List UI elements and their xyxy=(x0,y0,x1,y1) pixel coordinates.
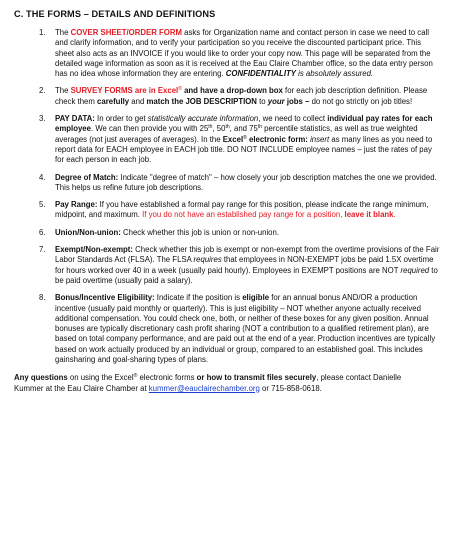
text-run: . xyxy=(393,210,396,220)
list-item xyxy=(14,114,451,165)
text-run: th xyxy=(225,124,230,131)
item-number: 6. xyxy=(39,227,46,237)
text-run: match the JOB DESCRIPTION xyxy=(146,96,257,106)
item-number: 3. xyxy=(39,114,46,124)
text-run: is absolutely assured. xyxy=(295,69,374,79)
text-run: Bonus/Incentive Eligibility: xyxy=(55,293,155,303)
text-run: ® xyxy=(243,134,247,141)
text-run: Pay Range: xyxy=(55,200,98,210)
text-run: to xyxy=(256,96,268,106)
item-text xyxy=(55,28,451,79)
text-run: and xyxy=(129,96,147,106)
item-number: 2. xyxy=(39,86,46,96)
item-number: 5. xyxy=(39,200,46,210)
text-run: In order to get xyxy=(94,114,148,124)
text-run: to be paid overtime (usually paid a salary). xyxy=(55,265,438,285)
item-text xyxy=(55,114,451,165)
text-run: or how to transmit files securely xyxy=(196,373,317,383)
text-run: leave it blank xyxy=(344,210,394,220)
email-link[interactable]: kummer@eauclairechamber.org xyxy=(148,383,260,393)
text-run: electronic forms xyxy=(137,373,197,383)
text-run: . We can then provide you with 25 xyxy=(90,124,209,134)
item-text xyxy=(55,200,451,221)
text-run: Excel xyxy=(222,134,244,144)
text-run: Exempt/Non-exempt: xyxy=(55,245,133,255)
text-run: ® xyxy=(133,373,138,380)
text-run: CONFIDENTIALITY xyxy=(225,69,296,79)
text-run: If you do not have an established pay range for a position, xyxy=(142,210,345,220)
text-run: ® xyxy=(178,86,182,93)
text-run: do not go strictly on job titles! xyxy=(309,96,413,106)
text-run: carefully xyxy=(97,96,130,106)
text-run: percentile statistics, as well as true weighted averages (not just averages of averages). In the xyxy=(55,124,418,144)
text-run: Union/Non-union: xyxy=(55,227,121,237)
list-item xyxy=(14,245,451,286)
text-run: for each job description definition. Please check them xyxy=(55,86,428,106)
text-run: that employees in NON-EXEMPT jobs be paid 1.5X overtime for hours worked over 40 in a week (usually paid hourly). Employees in EXEMPT positions are NOT xyxy=(55,255,434,275)
text-run: Indicate if the position is xyxy=(154,293,243,303)
text-run: on using the Excel xyxy=(67,373,134,383)
item-number: 7. xyxy=(39,245,46,255)
list-item xyxy=(14,228,451,238)
text-run: , 50 xyxy=(212,124,226,134)
item-text xyxy=(55,86,451,107)
text-run: COVER SHEET/ORDER FORM xyxy=(70,28,182,37)
text-run: , we need to collect xyxy=(258,114,328,124)
list-item xyxy=(14,173,451,194)
text-run: , please contact Danielle Kummer at the Eau Claire Chamber at xyxy=(14,373,402,393)
text-run: or 715-858-0618. xyxy=(259,383,322,393)
text-run: , and 75 xyxy=(229,124,258,134)
text-run: Check whether this job is exempt or non-exempt from the overtime provisions of the Fair Labor Standards Act (FLSA). The FLSA xyxy=(55,245,440,265)
text-run: Any questions xyxy=(14,373,68,383)
text-run: requires xyxy=(193,255,222,265)
item-number: 4. xyxy=(39,172,46,182)
text-run: as many lines as you need to report data for EACH employee in EACH job title. DO NOT INCLUDE employee names – just the rates of pay for each person in each job. xyxy=(55,134,433,165)
list-item xyxy=(14,293,451,365)
text-run: electronic form: xyxy=(246,134,308,144)
item-text xyxy=(55,173,451,194)
text-run: The xyxy=(55,28,71,37)
list-item xyxy=(14,28,451,79)
item-number: 8. xyxy=(39,293,46,303)
text-run: Indicate "degree of match" – how closely your job description matches the one we provided. This helps us refine future job descriptions. xyxy=(55,172,437,192)
list-item xyxy=(14,86,451,107)
definitions-list xyxy=(14,28,451,365)
text-run: statistically accurate information xyxy=(147,114,259,124)
text-run: for an annual bonus AND/OR a production incentive (usually paid monthly or quarterly). This is just eligibility – NOT whether anyone actually received additional compensation. You could check one, both, or neither of these boxes for any given position. Annual bonuses are typically discretionary cash profit sharing (NOT a contribution to a qualified retirement plan), are based on total company performance, and are paid out at the end of a year. Production incentives are typically based on work actually produced by an individual or group, compared to an established goal. This includes gainsharing and goal-sharing types of plans. xyxy=(55,293,436,365)
item-text xyxy=(55,293,451,365)
text-run: Check whether this job is union or non-union. xyxy=(120,227,280,237)
text-run: asks for Organization name and contact person in case we need to call and clarify information, and to verify your participation so you receive the discounted participant price. This sheet also acts as an INVOICE if you would like to order your copy now. This page will be separated from the detailed wage information as soon as it is received at the Eau Claire Chamber office, so the data entry person has no idea whose information they are entering. xyxy=(55,28,433,79)
text-run: SURVEY FORMS are in Excel xyxy=(70,86,179,96)
text-run: individual pay rates for each employee xyxy=(55,114,433,134)
text-run: PAY DATA: xyxy=(55,114,95,124)
text-run: eligible xyxy=(242,293,270,303)
text-run: required xyxy=(400,265,430,275)
item-number: 1. xyxy=(39,28,46,37)
text-run: and have a drop-down box xyxy=(181,86,283,96)
text-run: The xyxy=(55,86,71,96)
contact-footer xyxy=(14,373,451,394)
text-run: th xyxy=(257,124,263,131)
section-heading: C. THE FORMS – DETAILS AND DEFINITIONS xyxy=(14,9,216,19)
text-run: If you have established a formal pay range for this position, please indicate the range minimum, midpoint, and maximum. xyxy=(55,200,429,220)
item-text xyxy=(55,245,451,286)
text-run: Degree of Match: xyxy=(55,172,119,182)
list-item xyxy=(14,200,451,221)
item-text xyxy=(55,228,451,238)
text-run: th xyxy=(208,124,213,131)
text-run: jobs – xyxy=(284,96,310,106)
text-run: insert xyxy=(310,134,330,144)
text-run: your xyxy=(267,96,285,106)
